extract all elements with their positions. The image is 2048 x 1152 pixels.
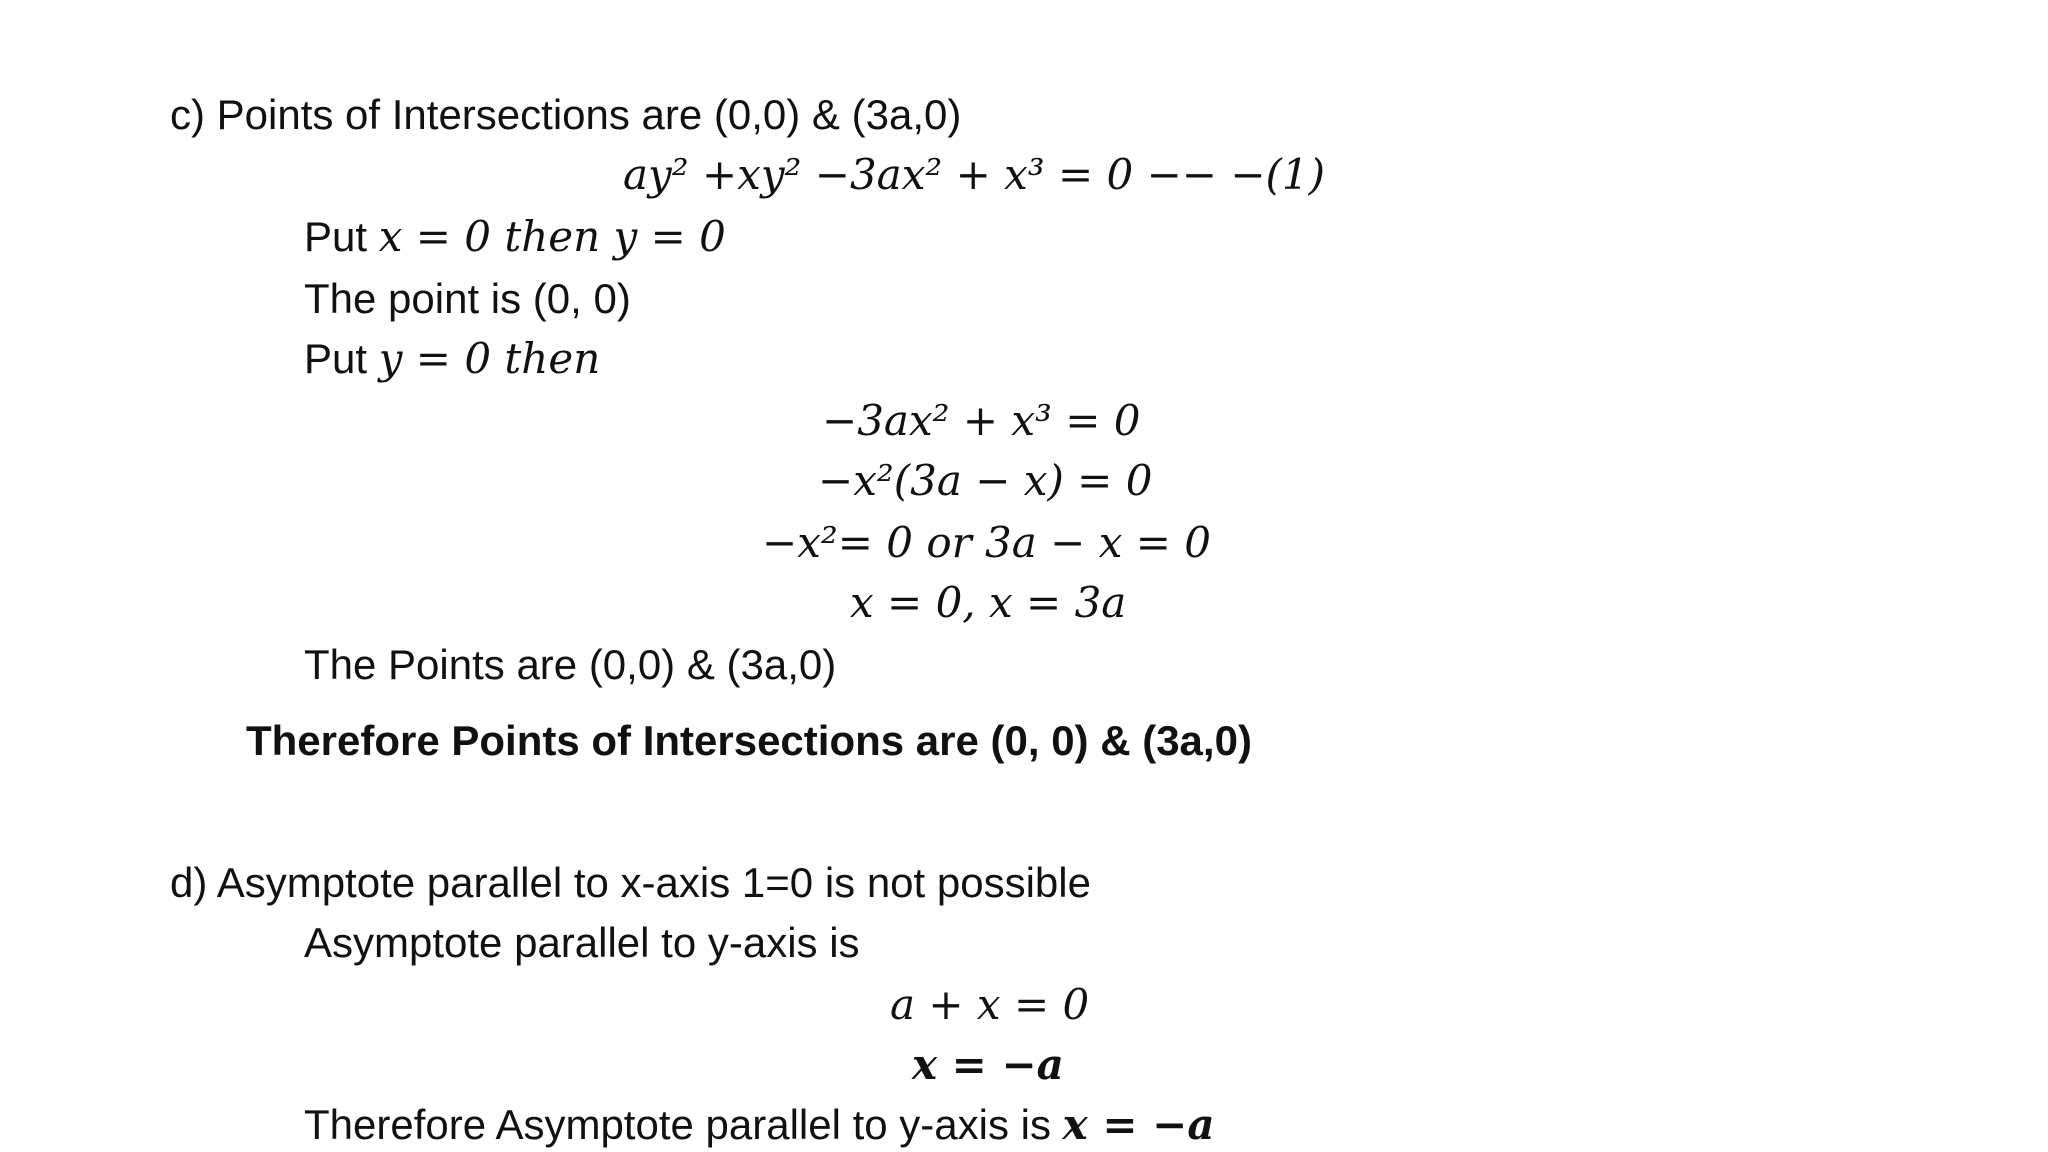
section-c-heading: c) Points of Intersections are (0,0) & (3a,0) xyxy=(170,91,962,138)
step-1: −3ax² + x³ = 0 xyxy=(822,396,1141,445)
asymptote-equation-1: a + x = 0 xyxy=(890,980,1090,1029)
put-x-prefix: Put xyxy=(304,213,379,260)
asymptote-equation-2: x = −a xyxy=(912,1040,1064,1089)
put-x-line xyxy=(304,212,726,261)
point-line: The point is (0, 0) xyxy=(304,275,631,322)
section-c-conclusion: Therefore Points of Intersections are (0, 0) & (3a,0) xyxy=(246,717,1252,764)
step-4: x = 0, x = 3a xyxy=(850,578,1127,627)
put-y-equation: y = 0 then xyxy=(378,334,601,383)
step-3: −x²= 0 or 3a − x = 0 xyxy=(762,518,1211,567)
points-line: The Points are (0,0) & (3a,0) xyxy=(304,641,837,688)
equation-1: ay² +xy² −3ax² + x³ = 0 −− −(1) xyxy=(623,150,1326,199)
section-d-subheading: Asymptote parallel to y-axis is xyxy=(304,919,860,966)
put-y-prefix: Put xyxy=(304,335,379,382)
section-d-heading: d) Asymptote parallel to x-axis 1=0 is not possible xyxy=(170,859,1091,906)
section-d-conclusion-prefix: Therefore Asymptote parallel to y-axis is xyxy=(304,1101,1063,1148)
section-d-conclusion-equation: x = −a xyxy=(1062,1100,1215,1149)
put-y-line xyxy=(304,334,601,383)
section-d-conclusion xyxy=(304,1100,1215,1149)
put-x-equation: x = 0 then y = 0 xyxy=(378,212,726,261)
step-2: −x²(3a − x) = 0 xyxy=(818,456,1153,505)
